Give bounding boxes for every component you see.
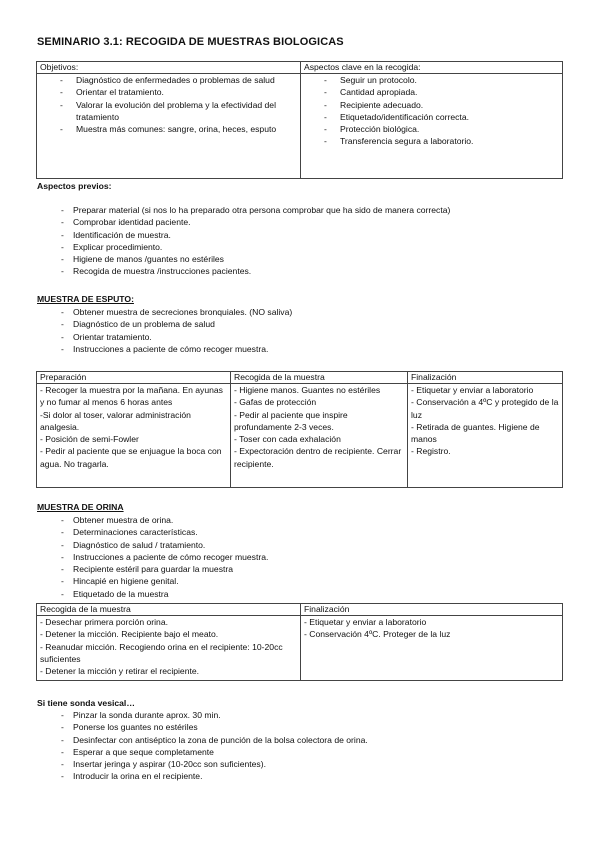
orina-header-recogida: Recogida de la muestra — [37, 604, 301, 616]
list-item: - Introducir la orina en el recipiente. — [37, 770, 368, 782]
list-item: - Transferencia segura a laboratorio. — [304, 135, 559, 147]
list-item: - Obtener muestra de orina. — [37, 514, 268, 526]
finalizacion-orina-cell — [301, 616, 563, 681]
list-item: - Conservación a 4ºC y protegido de la luz — [411, 397, 559, 420]
list-item: - Reanudar micción. Recogiendo orina en el recipiente: 10-20cc suficientes — [40, 641, 283, 664]
orina-table — [36, 603, 563, 681]
list-item: - Etiquetado/identificación correcta. — [304, 111, 559, 123]
orina-heading: MUESTRA DE ORINA — [37, 502, 124, 512]
list-item: - Recipiente adecuado. — [304, 99, 559, 111]
list-item: - Diagnóstico de enfermedades o problemas de salud — [40, 74, 293, 86]
list-item: - Desechar primera porción orina. — [40, 617, 169, 627]
list-item: - Diagnóstico de salud / tratamiento. — [37, 539, 268, 551]
list-item: - Posición de semi-Fowler — [40, 434, 139, 445]
list-item: - Etiquetar y enviar a laboratorio — [411, 385, 534, 395]
intro-table — [36, 61, 563, 179]
list-item: - Instrucciones a paciente de cómo recoger muestra. — [37, 551, 268, 563]
list-item: - Detener la micción y retirar el recipiente. — [40, 666, 200, 677]
list-item: - Ponerse los guantes no estériles — [37, 721, 368, 733]
list-item: - Obtener muestra de secreciones bronquiales. (NO saliva) — [37, 306, 292, 318]
orina-header-finalizacion: Finalización — [301, 604, 563, 616]
intro-header-objetivos: Objetivos: — [37, 62, 301, 74]
list-item: - Higiene de manos /guantes no estériles — [37, 253, 450, 265]
list-item: - Etiquetar y enviar a laboratorio — [304, 617, 427, 627]
sonda-heading: Si tiene sonda vesical… — [37, 698, 135, 708]
page-title: SEMINARIO 3.1: RECOGIDA DE MUESTRAS BIOLOGICAS — [37, 36, 344, 48]
list-item: - Esperar a que seque completamente — [37, 746, 368, 758]
list-item: - Protección biológica. — [304, 123, 559, 135]
list-item: - Diagnóstico de un problema de salud — [37, 318, 292, 330]
list-item: - Pinzar la sonda durante aprox. 30 min. — [37, 709, 368, 721]
esputo-header-recogida: Recogida de la muestra — [231, 372, 408, 384]
list-item: - Comprobar identidad paciente. — [37, 216, 450, 228]
esputo-heading: MUESTRA DE ESPUTO: — [37, 294, 134, 304]
preparacion-cell — [37, 384, 231, 488]
list-item: - Explicar procedimiento. — [37, 241, 450, 253]
list-item: - Etiquetado de la muestra — [37, 588, 268, 600]
list-item: - Pedir al paciente que se enjuague la boca con agua. No tragarla. — [40, 446, 222, 469]
list-item: - Pedir al paciente que inspire profundamente 2-3 veces. — [234, 409, 348, 432]
list-item: -Si dolor al toser, valorar administración analgesia. — [40, 409, 191, 432]
list-item: - Orientar el tratamiento. — [40, 86, 293, 98]
aspectos-clave-cell — [301, 74, 563, 179]
sonda-list — [37, 709, 368, 783]
list-item: - Conservación 4ºC. Proteger de la luz — [304, 629, 451, 640]
list-item: - Recogida de muestra /instrucciones pacientes. — [37, 265, 450, 277]
list-item: - Insertar jeringa y aspirar (10-20cc son suficientes). — [37, 758, 368, 770]
aspectos-previos-heading: Aspectos previos: — [37, 181, 112, 191]
list-item: - Determinaciones características. — [37, 526, 268, 538]
list-item: - Toser con cada exhalación — [234, 434, 341, 445]
esputo-header-preparacion: Preparación — [37, 372, 231, 384]
esputo-table — [36, 371, 563, 488]
esputo-header-finalizacion: Finalización — [408, 372, 563, 384]
list-item: - Recipiente estéril para guardar la muestra — [37, 563, 268, 575]
objetivos-cell — [37, 74, 301, 179]
list-item: - Preparar material (si nos lo ha preparado otra persona comprobar que ha sido de manera correcta) — [37, 204, 450, 216]
aspectos-previos-list — [37, 204, 450, 278]
list-item: - Retirada de guantes. Higiene de manos — [411, 421, 540, 445]
list-item: - Higiene manos. Guantes no estériles — [234, 385, 381, 395]
list-item: - Instrucciones a paciente de cómo recoger muestra. — [37, 343, 292, 355]
esputo-list — [37, 306, 292, 355]
list-item: - Identificación de muestra. — [37, 229, 450, 241]
intro-header-aspectos: Aspectos clave en la recogida: — [301, 62, 563, 74]
list-item: - Muestra más comunes: sangre, orina, heces, esputo — [40, 123, 293, 135]
list-item: - Seguir un protocolo. — [304, 74, 559, 86]
orina-list — [37, 514, 268, 600]
list-item: - Desinfectar con antiséptico la zona de punción de la bolsa colectora de orina. — [37, 734, 368, 746]
finalizacion-esputo-cell — [408, 384, 563, 488]
list-item: - Orientar tratamiento. — [37, 331, 292, 343]
recogida-orina-cell — [37, 616, 301, 681]
recogida-esputo-cell — [231, 384, 408, 488]
list-item: - Recoger la muestra por la mañana. En ayunas y no fumar al menos 6 horas antes — [40, 385, 223, 408]
list-item: - Valorar la evolución del problema y la efectividad del tratamiento — [40, 99, 293, 124]
list-item: - Detener la micción. Recipiente bajo el meato. — [40, 629, 219, 640]
list-item: - Gafas de protección — [234, 397, 317, 408]
list-item: - Expectoración dentro de recipiente. Cerrar recipiente. — [234, 446, 402, 469]
list-item: - Registro. — [411, 446, 451, 457]
list-item: - Cantidad apropiada. — [304, 86, 559, 98]
list-item: - Hincapié en higiene genital. — [37, 575, 268, 587]
